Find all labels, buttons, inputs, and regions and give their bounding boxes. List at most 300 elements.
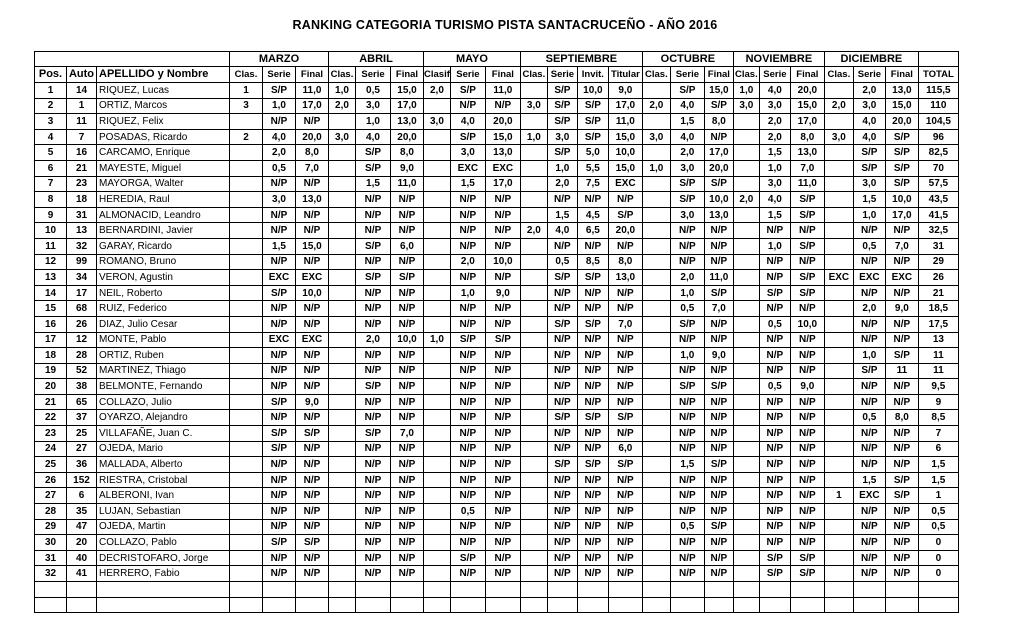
score-cell: 5,0: [577, 145, 608, 161]
score-cell: S/P: [790, 285, 824, 301]
score-cell: N/P: [356, 535, 391, 551]
score-cell: N/P: [391, 207, 424, 223]
score-cell: S/P: [577, 410, 608, 426]
score-cell: [230, 332, 263, 348]
score-cell: [733, 519, 759, 535]
total-cell: 11: [918, 363, 958, 379]
score-cell: N/P: [391, 457, 424, 473]
total-cell: 17,5: [918, 316, 958, 332]
score-cell: N/P: [263, 114, 296, 130]
table-row: [35, 270, 959, 286]
score-cell: N/P: [356, 254, 391, 270]
score-cell: 1,5: [670, 457, 704, 473]
score-cell: N/P: [853, 285, 885, 301]
score-cell: [824, 238, 853, 254]
score-cell: S/P: [485, 332, 520, 348]
score-cell: [520, 519, 547, 535]
score-cell: 2,0: [759, 114, 790, 130]
score-cell: 0,5: [670, 519, 704, 535]
table-row: [35, 394, 959, 410]
total-cell: 32,5: [918, 223, 958, 239]
score-cell: [230, 441, 263, 457]
score-cell: S/P: [704, 176, 733, 192]
score-cell: N/P: [608, 363, 642, 379]
score-cell: N/P: [759, 270, 790, 286]
score-cell: N/P: [885, 254, 918, 270]
score-cell: N/P: [608, 472, 642, 488]
score-cell: [520, 566, 547, 582]
position-cell: 1: [35, 83, 67, 99]
driver-name-cell: HERRERO, Fabio: [97, 566, 230, 582]
score-cell: [424, 192, 451, 208]
sub-column-header: Clas.: [642, 67, 670, 83]
score-cell: S/P: [790, 566, 824, 582]
score-cell: S/P: [670, 176, 704, 192]
empty-cell: [35, 597, 67, 613]
score-cell: N/P: [759, 394, 790, 410]
car-number-cell: 21: [67, 160, 97, 176]
score-cell: N/P: [450, 441, 485, 457]
score-cell: 10,0: [577, 83, 608, 99]
total-cell: 7: [918, 426, 958, 442]
score-cell: [230, 316, 263, 332]
score-cell: 9,0: [485, 285, 520, 301]
score-cell: 13,0: [391, 114, 424, 130]
score-cell: N/P: [263, 379, 296, 395]
score-cell: 3,0: [733, 98, 759, 114]
score-cell: [424, 488, 451, 504]
total-cell: 9: [918, 394, 958, 410]
score-cell: N/P: [608, 394, 642, 410]
score-cell: S/P: [577, 316, 608, 332]
score-cell: N/P: [885, 535, 918, 551]
score-cell: N/P: [704, 535, 733, 551]
score-cell: N/P: [885, 441, 918, 457]
table-row: [35, 176, 959, 192]
score-cell: [733, 285, 759, 301]
driver-name-cell: MAYORGA, Walter: [97, 176, 230, 192]
score-cell: [520, 426, 547, 442]
score-cell: 4,0: [853, 114, 885, 130]
score-cell: N/P: [485, 301, 520, 317]
score-cell: N/P: [450, 223, 485, 239]
table-row: [35, 566, 959, 582]
score-cell: N/P: [356, 207, 391, 223]
empty-cell: [885, 582, 918, 598]
empty-cell: [35, 582, 67, 598]
score-cell: N/P: [547, 550, 577, 566]
score-cell: S/P: [547, 410, 577, 426]
score-cell: N/P: [670, 535, 704, 551]
score-cell: N/P: [577, 519, 608, 535]
score-cell: 7,0: [885, 238, 918, 254]
score-cell: [230, 550, 263, 566]
score-cell: N/P: [450, 426, 485, 442]
driver-name-cell: DECRISTOFARO, Jorge: [97, 550, 230, 566]
score-cell: N/P: [391, 285, 424, 301]
score-cell: [329, 254, 356, 270]
score-cell: 7,0: [790, 160, 824, 176]
score-cell: 10,0: [485, 254, 520, 270]
score-cell: [642, 332, 670, 348]
score-cell: [520, 238, 547, 254]
score-cell: 4,0: [853, 129, 885, 145]
score-cell: N/P: [547, 488, 577, 504]
empty-cell: [356, 582, 391, 598]
score-cell: [824, 332, 853, 348]
empty-cell: [704, 582, 733, 598]
score-cell: [329, 426, 356, 442]
score-cell: N/P: [391, 363, 424, 379]
score-cell: [329, 379, 356, 395]
position-cell: 27: [35, 488, 67, 504]
score-cell: [520, 285, 547, 301]
total-cell: 115,5: [918, 83, 958, 99]
score-cell: [733, 254, 759, 270]
car-number-cell: 41: [67, 566, 97, 582]
score-cell: 2,0: [733, 192, 759, 208]
score-cell: 15,0: [704, 83, 733, 99]
score-cell: [329, 488, 356, 504]
score-cell: N/P: [391, 348, 424, 364]
position-cell: 23: [35, 426, 67, 442]
score-cell: S/P: [356, 379, 391, 395]
score-cell: N/P: [485, 457, 520, 473]
score-cell: N/P: [853, 566, 885, 582]
score-cell: N/P: [853, 223, 885, 239]
table-row: [35, 441, 959, 457]
score-cell: [733, 504, 759, 520]
score-cell: N/P: [670, 410, 704, 426]
score-cell: [424, 410, 451, 426]
score-cell: [424, 566, 451, 582]
score-cell: 2,0: [520, 223, 547, 239]
month-header: ABRIL: [329, 52, 424, 67]
score-cell: S/P: [790, 270, 824, 286]
score-cell: S/P: [263, 441, 296, 457]
score-cell: N/P: [391, 394, 424, 410]
score-cell: 11,0: [704, 270, 733, 286]
car-number-cell: 6: [67, 488, 97, 504]
empty-cell: [485, 597, 520, 613]
score-cell: 1,0: [424, 332, 451, 348]
score-cell: 1,5: [759, 207, 790, 223]
score-cell: [520, 457, 547, 473]
score-cell: N/P: [296, 504, 329, 520]
score-cell: [424, 363, 451, 379]
score-cell: [824, 550, 853, 566]
score-cell: N/P: [885, 550, 918, 566]
empty-cell: [670, 582, 704, 598]
score-cell: [424, 394, 451, 410]
car-number-cell: 20: [67, 535, 97, 551]
score-cell: 15,0: [790, 98, 824, 114]
score-cell: N/P: [790, 410, 824, 426]
score-cell: 0,5: [853, 410, 885, 426]
score-cell: N/P: [853, 379, 885, 395]
score-cell: 17,0: [608, 98, 642, 114]
score-cell: N/P: [391, 441, 424, 457]
score-cell: 3,0: [670, 160, 704, 176]
score-cell: 1,0: [547, 160, 577, 176]
score-cell: 2,0: [356, 332, 391, 348]
score-cell: 3,0: [263, 192, 296, 208]
sub-column-header: Clas.: [520, 67, 547, 83]
score-cell: [230, 145, 263, 161]
car-number-cell: 27: [67, 441, 97, 457]
score-cell: N/P: [547, 472, 577, 488]
score-cell: [520, 176, 547, 192]
score-cell: N/P: [670, 223, 704, 239]
score-cell: [520, 301, 547, 317]
score-cell: S/P: [759, 285, 790, 301]
score-cell: N/P: [263, 550, 296, 566]
score-cell: 1: [230, 83, 263, 99]
score-cell: N/P: [391, 301, 424, 317]
empty-cell: [577, 597, 608, 613]
score-cell: N/P: [670, 488, 704, 504]
score-cell: [329, 285, 356, 301]
score-cell: N/P: [608, 504, 642, 520]
score-cell: N/P: [485, 472, 520, 488]
score-cell: 0,5: [263, 160, 296, 176]
score-cell: 10,0: [790, 316, 824, 332]
score-cell: [824, 410, 853, 426]
score-cell: 8,0: [296, 145, 329, 161]
score-cell: 2,0: [853, 83, 885, 99]
position-cell: 22: [35, 410, 67, 426]
score-cell: [733, 566, 759, 582]
score-cell: 6,5: [577, 223, 608, 239]
car-number-cell: 34: [67, 270, 97, 286]
total-cell: 57,5: [918, 176, 958, 192]
score-cell: S/P: [853, 160, 885, 176]
score-cell: N/P: [485, 504, 520, 520]
score-cell: [230, 519, 263, 535]
score-cell: N/P: [577, 332, 608, 348]
score-cell: [424, 457, 451, 473]
score-cell: [520, 83, 547, 99]
score-cell: N/P: [263, 254, 296, 270]
score-cell: EXC: [824, 270, 853, 286]
score-cell: [733, 316, 759, 332]
score-cell: [733, 160, 759, 176]
score-cell: N/P: [670, 363, 704, 379]
score-cell: EXC: [853, 488, 885, 504]
score-cell: S/P: [885, 160, 918, 176]
score-cell: N/P: [356, 192, 391, 208]
score-cell: N/P: [450, 472, 485, 488]
score-cell: 1,5: [450, 176, 485, 192]
score-cell: N/P: [547, 441, 577, 457]
car-number-cell: 28: [67, 348, 97, 364]
driver-name-cell: OJEDA, Mario: [97, 441, 230, 457]
score-cell: N/P: [450, 488, 485, 504]
score-cell: S/P: [577, 129, 608, 145]
score-cell: 10,0: [608, 145, 642, 161]
score-cell: 4,0: [670, 129, 704, 145]
score-cell: 20,0: [790, 83, 824, 99]
score-cell: [329, 394, 356, 410]
score-cell: S/P: [356, 145, 391, 161]
score-cell: [642, 83, 670, 99]
score-cell: N/P: [391, 504, 424, 520]
score-cell: [824, 519, 853, 535]
score-cell: 15,0: [296, 238, 329, 254]
score-cell: 20,0: [608, 223, 642, 239]
score-cell: [642, 426, 670, 442]
score-cell: N/P: [853, 332, 885, 348]
score-cell: [824, 348, 853, 364]
score-cell: N/P: [450, 363, 485, 379]
score-cell: N/P: [790, 223, 824, 239]
car-number-cell: 36: [67, 457, 97, 473]
score-cell: N/P: [853, 550, 885, 566]
score-cell: [733, 207, 759, 223]
name-header: APELLIDO y Nombre: [97, 67, 230, 83]
driver-name-cell: GARAY, Ricardo: [97, 238, 230, 254]
score-cell: 3,0: [450, 145, 485, 161]
score-cell: N/P: [296, 301, 329, 317]
score-cell: S/P: [547, 316, 577, 332]
score-cell: 9,0: [704, 348, 733, 364]
score-cell: N/P: [356, 348, 391, 364]
score-cell: S/P: [670, 316, 704, 332]
month-header: MARZO: [230, 52, 329, 67]
score-cell: N/P: [670, 238, 704, 254]
car-number-cell: 38: [67, 379, 97, 395]
month-header: NOVIEMBRE: [733, 52, 824, 67]
score-cell: N/P: [391, 254, 424, 270]
score-cell: 17,0: [704, 145, 733, 161]
score-cell: 20,0: [296, 129, 329, 145]
score-cell: N/P: [577, 504, 608, 520]
sub-column-header: Clas.: [824, 67, 853, 83]
score-cell: EXC: [485, 160, 520, 176]
score-cell: N/P: [296, 363, 329, 379]
score-cell: [520, 472, 547, 488]
table-row: [35, 316, 959, 332]
empty-cell: [759, 582, 790, 598]
score-cell: [329, 238, 356, 254]
score-cell: N/P: [608, 379, 642, 395]
score-cell: N/P: [608, 238, 642, 254]
score-cell: S/P: [450, 83, 485, 99]
score-cell: N/P: [450, 348, 485, 364]
score-cell: N/P: [391, 566, 424, 582]
score-cell: [824, 379, 853, 395]
score-cell: [424, 379, 451, 395]
score-cell: N/P: [485, 192, 520, 208]
score-cell: S/P: [263, 426, 296, 442]
score-cell: [824, 285, 853, 301]
score-cell: N/P: [356, 394, 391, 410]
car-number-cell: 37: [67, 410, 97, 426]
table-row: [35, 457, 959, 473]
table-row: [35, 348, 959, 364]
score-cell: [520, 535, 547, 551]
score-cell: N/P: [296, 316, 329, 332]
score-cell: N/P: [790, 488, 824, 504]
score-cell: [424, 98, 451, 114]
score-cell: S/P: [263, 83, 296, 99]
score-cell: 10,0: [704, 192, 733, 208]
score-cell: [642, 176, 670, 192]
score-cell: N/P: [485, 441, 520, 457]
score-cell: N/P: [450, 410, 485, 426]
score-cell: N/P: [450, 98, 485, 114]
empty-cell: [424, 597, 451, 613]
score-cell: 13,0: [704, 207, 733, 223]
score-cell: [642, 566, 670, 582]
score-cell: N/P: [608, 192, 642, 208]
score-cell: N/P: [485, 535, 520, 551]
score-cell: [520, 332, 547, 348]
score-cell: 8,5: [577, 254, 608, 270]
score-cell: N/P: [450, 566, 485, 582]
score-cell: [520, 394, 547, 410]
score-cell: [733, 410, 759, 426]
score-cell: N/P: [790, 254, 824, 270]
score-cell: [642, 441, 670, 457]
empty-cell: [263, 582, 296, 598]
score-cell: N/P: [885, 223, 918, 239]
score-cell: 3,0: [670, 207, 704, 223]
score-cell: 15,0: [608, 129, 642, 145]
score-cell: N/P: [853, 457, 885, 473]
auto-header: Auto: [67, 67, 97, 83]
score-cell: N/P: [790, 472, 824, 488]
score-cell: [329, 160, 356, 176]
score-cell: 0,5: [670, 301, 704, 317]
car-number-cell: 25: [67, 426, 97, 442]
score-cell: 0,5: [853, 238, 885, 254]
empty-cell: [67, 582, 97, 598]
score-cell: [642, 550, 670, 566]
score-cell: [520, 410, 547, 426]
score-cell: [520, 316, 547, 332]
score-cell: [642, 301, 670, 317]
total-cell: 1,5: [918, 457, 958, 473]
score-cell: N/P: [356, 223, 391, 239]
score-cell: [329, 270, 356, 286]
score-cell: N/P: [450, 535, 485, 551]
score-cell: N/P: [670, 504, 704, 520]
table-row: [35, 519, 959, 535]
total-cell: 31: [918, 238, 958, 254]
score-cell: S/P: [885, 129, 918, 145]
score-cell: 4,5: [577, 207, 608, 223]
score-cell: [824, 160, 853, 176]
score-cell: [642, 410, 670, 426]
score-cell: 2: [230, 129, 263, 145]
car-number-cell: 32: [67, 238, 97, 254]
score-cell: [824, 192, 853, 208]
total-cell: 82,5: [918, 145, 958, 161]
table-row: [35, 254, 959, 270]
score-cell: N/P: [296, 176, 329, 192]
score-cell: N/P: [296, 488, 329, 504]
score-cell: N/P: [547, 566, 577, 582]
car-number-cell: 26: [67, 316, 97, 332]
score-cell: [824, 457, 853, 473]
table-row: [35, 410, 959, 426]
score-cell: 1: [824, 488, 853, 504]
driver-name-cell: OYARZO, Alejandro: [97, 410, 230, 426]
score-cell: N/P: [759, 472, 790, 488]
score-cell: N/P: [759, 488, 790, 504]
score-cell: 8,0: [790, 129, 824, 145]
